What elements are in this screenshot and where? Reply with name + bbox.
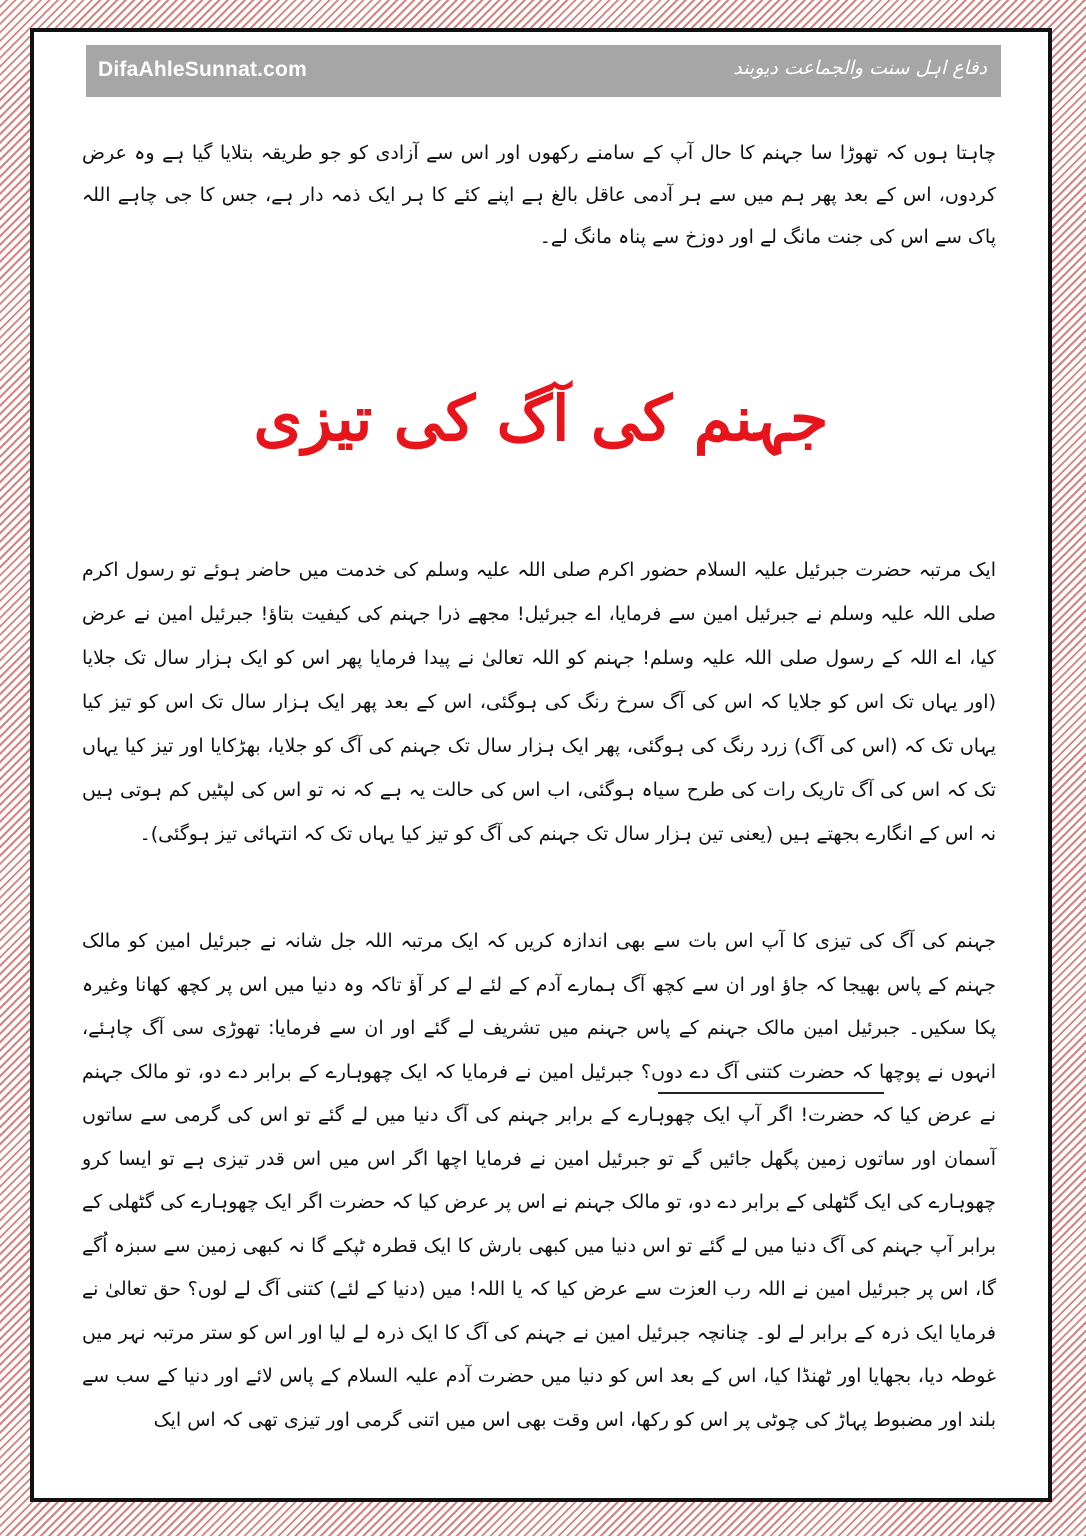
page-frame	[30, 28, 1052, 1502]
header-banner	[86, 45, 1001, 97]
site-name[interactable]: DifaAhleSunnat.com	[98, 58, 307, 81]
body-paragraph-1: ایک مرتبہ حضرت جبرئیل علیہ السلام حضور اکرم صلی اللہ علیہ وسلم کی خدمت میں حاضر ہوئے تو رسول اکرم صلی اللہ علیہ وسلم نے جبرئیل امین سے فرمایا، اے جبرئیل! مجھے ذرا جہنم کی کیفیت بتاؤ! جبرئیل امین نے عرض کیا، اے اللہ کے رسول صلی اللہ علیہ وسلم! جہنم کو اللہ تعالیٰ نے پیدا فرمایا پھر اس کو ایک ہزار سال تک جلایا (اور یہاں تک اس کو جلایا کہ اس کی آگ سرخ رنگ کی ہوگئی، اس کے بعد پھر ایک ہزار سال تک اس کو تیز کیا یہاں تک کہ (اس کی آگ) زرد رنگ کی ہوگئی، پھر ایک ہزار سال تک جہنم کی آگ کو جلایا، بھڑکایا اور تیز کیا یہاں تک کہ اس کی آگ تاریک رات کی طرح سیاہ ہوگئی، اب اس کی حالت یہ ہے کہ نہ تو اس کی لپٹیں کم ہوتی ہیں نہ اس کے انگارے بجھتے ہیں (یعنی تین ہزار سال تک جہنم کی آگ کو تیز کیا یہاں تک کہ انتہائی تیز ہوگئی)۔	[82, 559, 996, 845]
handwritten-underline	[658, 1092, 884, 1094]
body-paragraph-2: جہنم کی آگ کی تیزی کا آپ اس بات سے بھی اندازہ کریں کہ ایک مرتبہ اللہ جل شانہ نے جبرئیل امین کو مالک جہنم کے پاس بھیجا کہ جاؤ اور ان سے کچھ آگ ہمارے آدم کے لئے لے کر آؤ تاکہ وہ دنیا میں اس پر کچھ کھانا وغیرہ پکا سکیں۔ جبرئیل امین مالک جہنم کے پاس جہنم میں تشریف لے گئے اور ان سے فرمایا: تھوڑی سی آگ چاہئے، انہوں نے پوچھا کہ حضرت کتنی آگ دے دوں؟ جبرئیل امین نے فرمایا کہ ایک چھوہارے کے برابر دے دو، تو مالک جہنم نے عرض کیا کہ حضرت! اگر آپ ایک چھوہارے کے برابر جہنم کی آگ دنیا میں لے گئے تو اس کی گرمی سے ساتوں آسمان اور ساتوں زمین پگھل جائیں گے تو جبرئیل امین نے فرمایا اچھا اگر اس میں اس قدر تیزی ہے تو ایسا کرو چھوہارے کی ایک گٹھلی کے برابر دے دو، تو مالک جہنم نے اس پر عرض کیا کہ حضرت اگر ایک چھوہارے کی گٹھلی کے برابر آپ جہنم کی آگ دنیا میں لے گئے تو اس دنیا میں کبھی بارش کا ایک قطرہ ٹپکے گا نہ کبھی زمین سے سبزہ اُگے گا، اس پر جبرئیل امین نے اللہ رب العزت سے عرض کیا کہ یا اللہ! میں (دنیا کے لئے) کتنی آگ لے لوں؟ حق تعالیٰ نے فرمایا ایک ذرہ کے برابر لے لو۔ چنانچہ جبرئیل امین نے جہنم کی آگ کا ایک ذرہ لے لیا اور اس کو ستر مرتبہ نہر میں غوطہ دیا، بجھایا اور ٹھنڈا کیا، اس کے بعد اس کو دنیا میں حضرت آدم علیہ السلام کے پاس لائے اور دنیا کے سب سے بلند اور مضبوط پہاڑ کی چوٹی پر اس کو رکھا، اس وقت بھی اس میں اتنی گرمی اور تیزی تھی کہ اس ایک	[82, 930, 996, 1431]
section-title: جہنم کی آگ کی تیزی	[253, 382, 829, 455]
organization-name: دفاع اہل سنت والجماعت دیوبند	[733, 57, 987, 79]
intro-paragraph: چاہتا ہوں کہ تھوڑا سا جہنم کا حال آپ کے سامنے رکھوں اور اس سے آزادی کو جو طریقہ بتلایا گیا ہے وہ عرض کردوں، اس کے بعد پھر ہم میں سے ہر آدمی عاقل بالغ ہے اپنے کئے کا ہر ایک ذمہ دار ہے، جس کا جی چاہے اللہ پاک سے اس کی جنت مانگ لے اور دوزخ سے پناہ مانگ لے۔	[82, 142, 996, 248]
